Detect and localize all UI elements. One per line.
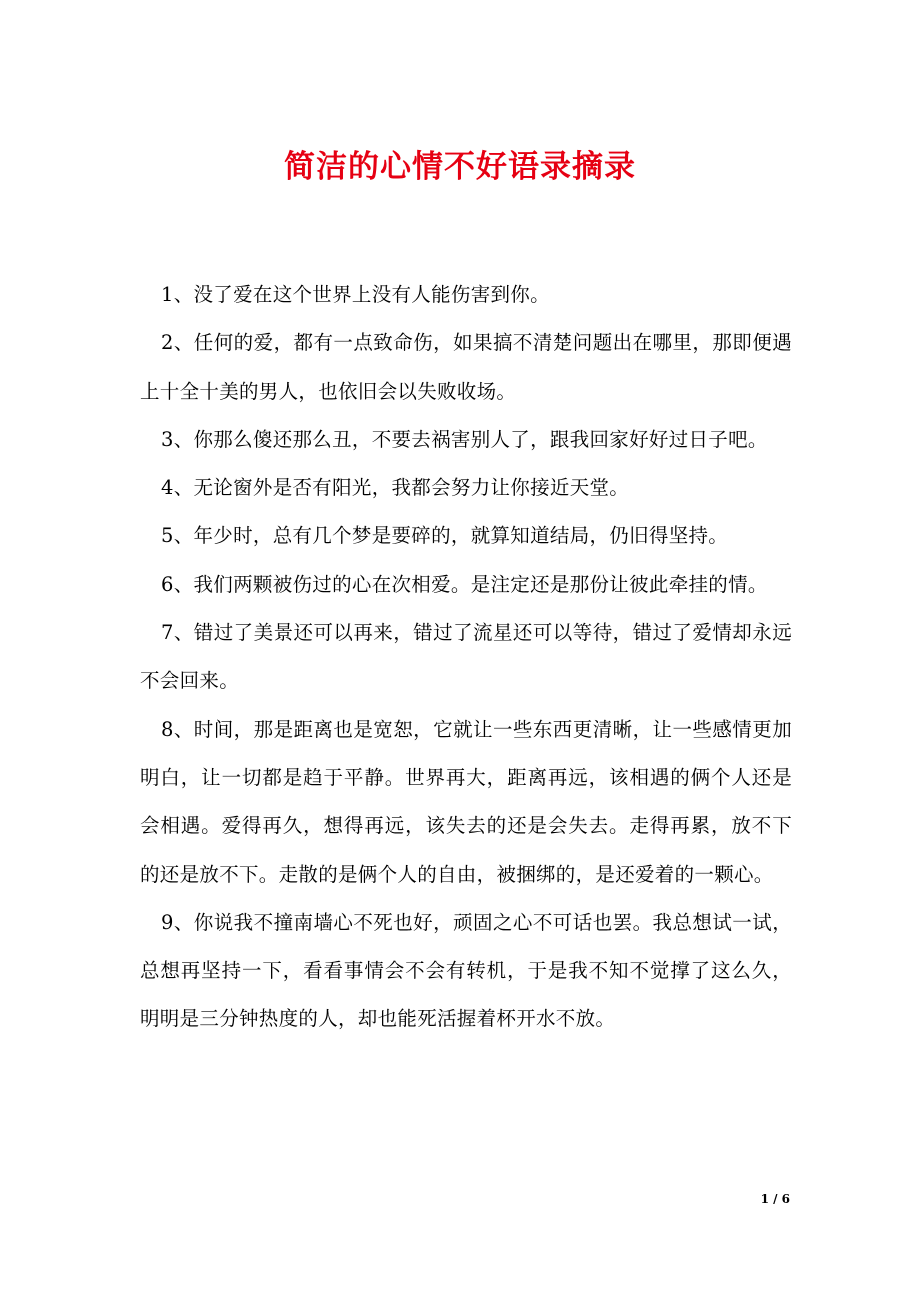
paragraph-6: 6、我们两颗被伤过的心在次相爱。是注定还是那份让彼此牵挂的情。 — [161, 572, 768, 596]
page-number: 1 / 6 — [760, 1192, 790, 1206]
document-title: 简洁的心情不好语录摘录 — [284, 149, 636, 185]
document-body — [140, 271, 792, 1044]
paragraph-1: 1、没了爱在这个世界上没有人能伤害到你。 — [161, 283, 550, 306]
paragraph-3: 3、你那么傻还那么丑，不要去祸害别人了，跟我回家好好过日子吧。 — [161, 427, 768, 451]
paragraph-5: 5、年少时，总有几个梦是要碎的，就算知道结局，仍旧得坚持。 — [161, 524, 729, 548]
paragraph-9: 9、你说我不撞南墙心不死也好，顽固之心不可话也罢。我总想试一试，总想再坚持一下，看看事情会不会有转机，于是我不知不觉撑了这么久，明明是三分钟热度的人，却也能死活握着杯开水不放。 — [140, 910, 792, 1031]
paragraph-2: 2、任何的爱，都有一点致命伤，如果搞不清楚问题出在哪里，那即便遇上十全十美的男人，也依旧会以失败收场。 — [140, 331, 792, 403]
paragraph-4: 4、无论窗外是否有阳光，我都会努力让你接近天堂。 — [161, 476, 630, 500]
paragraph-8: 8、时间，那是距离也是宽恕，它就让一些东西更清晰，让一些感情更加明白，让一切都是趋于平静。世界再大，距离再远，该相遇的俩个人还是会相遇。爱得再久，想得再远，该失去的还是会失去。走得再累，放不下的还是放不下。走散的是俩个人的自由，被捆绑的，是还爱着的一颗心。 — [140, 717, 792, 886]
paragraph-7: 7、错过了美景还可以再来，错过了流星还可以等待，错过了爱情却永远不会回来。 — [140, 621, 792, 693]
